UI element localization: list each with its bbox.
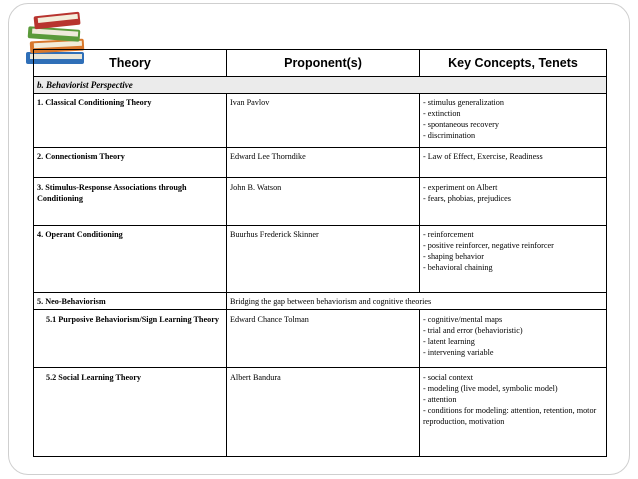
- proponent-cell: Ivan Pavlov: [227, 94, 420, 148]
- behaviorist-theories-table: [33, 49, 607, 457]
- concept-line: - experiment on Albert: [423, 183, 498, 192]
- theory-cell: 5. Neo-Behaviorism: [34, 293, 227, 310]
- concept-line: - attention: [423, 395, 457, 404]
- concept-line: - social context: [423, 373, 474, 382]
- header-key-concepts: Key Concepts, Tenets: [420, 50, 607, 77]
- concepts-cell: [420, 148, 607, 178]
- table-row: [34, 148, 607, 178]
- table-row: [34, 310, 607, 368]
- concept-line: - modeling (live model, symbolic model): [423, 384, 558, 393]
- theory-cell: [34, 368, 227, 457]
- concept-line: - latent learning: [423, 337, 475, 346]
- table-row: [34, 293, 607, 310]
- concept-line: - behavioral chaining: [423, 263, 493, 272]
- concepts-cell: [420, 310, 607, 368]
- theory-cell: 2. Connectionism Theory: [34, 148, 227, 178]
- theory-subitem-label: 5.2 Social Learning Theory: [46, 373, 141, 382]
- section-label: b. Behaviorist Perspective: [34, 77, 607, 94]
- table-row: [34, 368, 607, 457]
- concepts-cell: [420, 368, 607, 457]
- header-proponents: Proponent(s): [227, 50, 420, 77]
- concept-line: - intervening variable: [423, 348, 494, 357]
- concept-line: - extinction: [423, 109, 461, 118]
- theory-cell: 4. Operant Conditioning: [34, 226, 227, 293]
- section-row: [34, 77, 607, 94]
- table-row: [34, 178, 607, 226]
- concept-line: - Law of Effect, Exercise, Readiness: [423, 152, 543, 161]
- theory-cell: [34, 310, 227, 368]
- concept-line: - stimulus generalization: [423, 98, 504, 107]
- concept-line: - conditions for modeling: attention, retention, motor reproduction, motivation: [423, 406, 597, 426]
- concepts-cell: [420, 226, 607, 293]
- concept-line: - positive reinforcer, negative reinforcer: [423, 241, 554, 250]
- proponent-cell: John B. Watson: [227, 178, 420, 226]
- table-row: [34, 94, 607, 148]
- proponent-cell: Edward Lee Thorndike: [227, 148, 420, 178]
- concepts-cell: [420, 94, 607, 148]
- proponent-cell: Buurhus Frederick Skinner: [227, 226, 420, 293]
- bridging-note: Bridging the gap between behaviorism and cognitive theories: [227, 293, 607, 310]
- proponent-cell: Edward Chance Tolman: [227, 310, 420, 368]
- header-theory: Theory: [34, 50, 227, 77]
- table-header-row: [34, 50, 607, 77]
- concept-line: - trial and error (behavioristic): [423, 326, 523, 335]
- theory-cell: 1. Classical Conditioning Theory: [34, 94, 227, 148]
- concept-line: - fears, phobias, prejudices: [423, 194, 511, 203]
- theory-cell: 3. Stimulus-Response Associations through Conditioning: [34, 178, 227, 226]
- theory-subitem-label: 5.1 Purposive Behaviorism/Sign Learning Theory: [46, 315, 219, 324]
- proponent-cell: Albert Bandura: [227, 368, 420, 457]
- concept-line: - spontaneous recovery: [423, 120, 499, 129]
- concepts-cell: [420, 178, 607, 226]
- concept-line: - cognitive/mental maps: [423, 315, 503, 324]
- concept-line: - discrimination: [423, 131, 476, 140]
- concept-line: - shaping behavior: [423, 252, 484, 261]
- concept-line: - reinforcement: [423, 230, 474, 239]
- table-row: [34, 226, 607, 293]
